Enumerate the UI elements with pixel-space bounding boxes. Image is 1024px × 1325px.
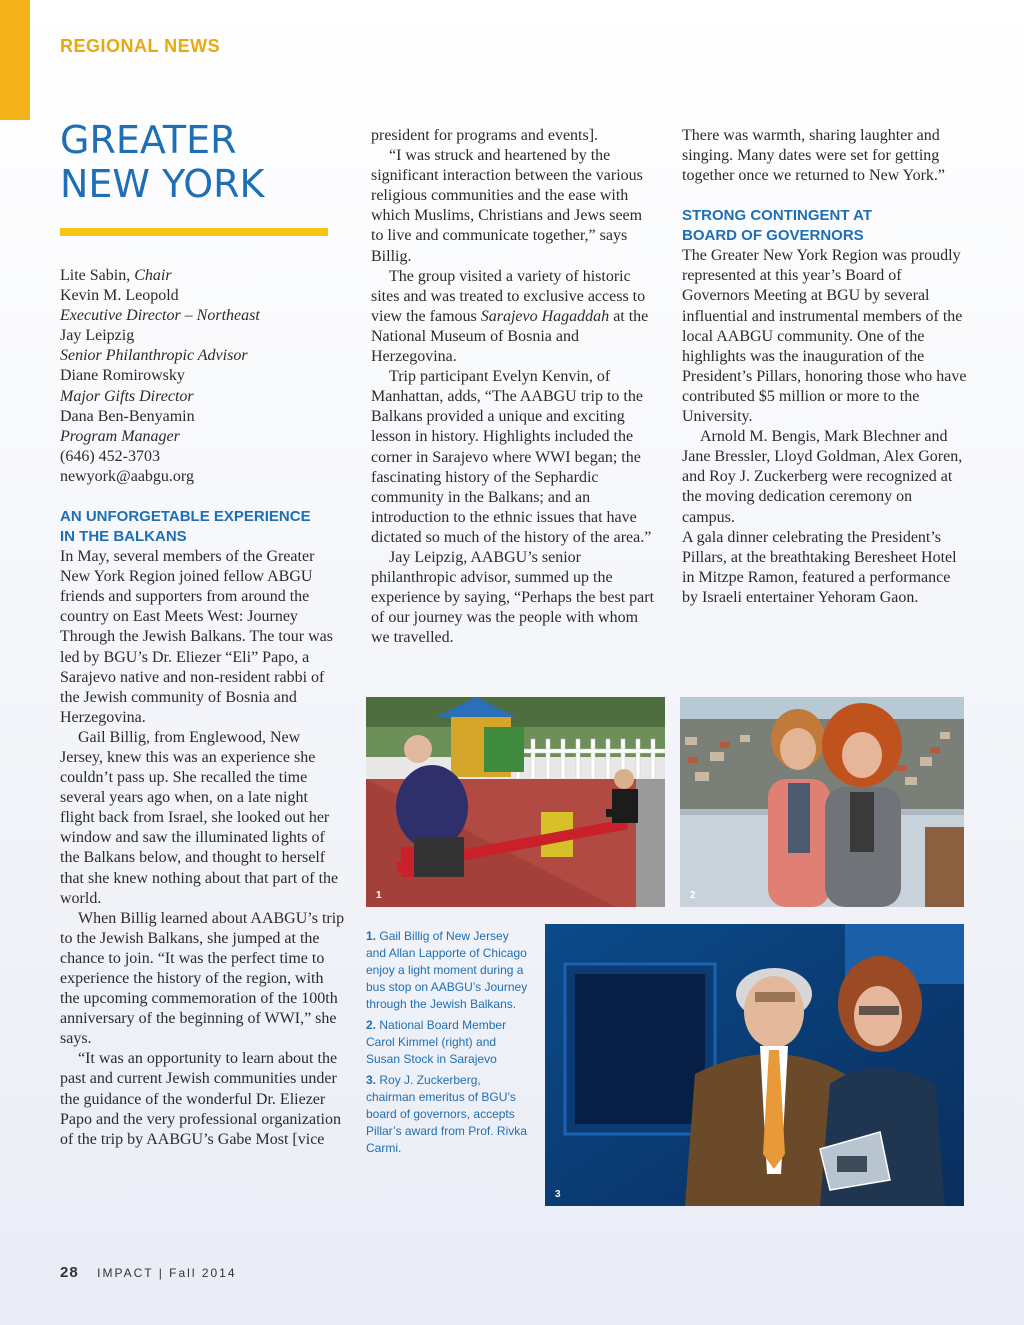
section-label: REGIONAL NEWS [60, 36, 221, 56]
article2-paragraph: The Greater New York Region was proudly represented at this year’s Board of Governors Meeting at BGU by several influential and instrumental members of the local AABGU community. One of the highlights was the inauguration of the President’s Pillars, honoring those who have contributed $5 million or more to the University. [682, 247, 967, 426]
column-3 [682, 126, 967, 608]
staff-role: Chair [134, 267, 172, 284]
article1-paragraph: Trip participant Evelyn Kenvin, of Manhattan, adds, “The AABGU trip to the Balkans provided a unique and exciting lesson in history. Highlights included the corner in Sarajevo where WWI began; the fascinating history of the Sephardic community in the Balkans; and an introduction to the ethnic issues that have dictated so much of the history of the area.” [371, 368, 652, 546]
staff-role: Major Gifts Director [60, 387, 194, 405]
staff-line: Jay Leipzig [60, 327, 135, 345]
article2-paragraph: Arnold M. Bengis, Mark Blechner and Jane Bressler, Lloyd Goldman, Alex Goren, and Roy J. Zuckerberg were recognized at the moving dedication ceremony on campus. [682, 428, 963, 526]
caption-number: 3. [366, 1073, 377, 1087]
page-title [60, 118, 340, 206]
caption-2 [366, 1017, 531, 1068]
caption-text: Roy J. Zuckerberg, chairman emeritus of BGU’s board of governors, accepts Pillar’s award from Prof. Rivka Carmi. [366, 1073, 527, 1155]
article1-heading-line1: AN UNFORGETABLE EXPERIENCE [60, 508, 311, 526]
photo-playground-seesaw [366, 697, 665, 907]
article1-paragraph: In May, several members of the Greater New York Region joined fellow ABGU friends and supporters from around the country on East Meets West: Journey Through the Jewish Balkans. The tour was led by BGU’s Dr. Eliezer “Eli” Papo, a Sarajevo native and non-resident rabbi of the Jewish community of Bosnia and Herzegovina. [60, 548, 333, 726]
article1-paragraph: Jay Leipzig, AABGU’s senior philanthropic advisor, summed up the experience by saying, “Perhaps the best part of our journey was the people with whom we travelled. [371, 548, 655, 647]
photo-3-illustration [545, 924, 964, 1206]
staff-email[interactable]: newyork@aabgu.org [60, 467, 194, 485]
article1-paragraph: When Billig learned about AABGU’s trip to the Jewish Balkans, she jumped at the chance to join. “It was the perfect time to experience the history of the region, with the upcoming commemoration of the 100th anniversary of the beginning of WWI,” she says. [60, 909, 345, 1048]
staff-phone: (646) 452-3703 [60, 447, 160, 465]
caption-text: Gail Billig of New Jersey and Allan Lapporte of Chicago enjoy a light moment during a bus stop on AABGU’s Journey through the Jewish Balkans. [366, 929, 528, 1011]
article1-paragraph: president for programs and events]. [371, 127, 599, 144]
photo-award-presentation [545, 924, 964, 1206]
article1-paragraph: “I was struck and heartened by the significant interaction between the various religious communities and the ease with which Muslims, Christians and Jews seem to live and communicate together,” says Billig. [371, 147, 643, 265]
article1-heading-line2: IN THE BALKANS [60, 528, 187, 546]
publication-name: IMPACT | Fall 2014 [97, 1266, 237, 1280]
staff-role: Program Manager [60, 427, 180, 445]
staff-line: Kevin M. Leopold [60, 287, 179, 305]
photo-number: 3 [555, 1189, 561, 1200]
article2-heading [682, 206, 967, 246]
caption-number: 1. [366, 929, 377, 943]
photo-1-illustration [366, 697, 665, 907]
page-title-line1: GREATER [60, 118, 237, 162]
photo-captions [366, 928, 531, 1161]
staff-role: Executive Director – Northeast [60, 307, 260, 325]
column-2 [371, 126, 656, 648]
article1-paragraph: Gail Billig, from Englewood, New Jersey, knew this was an experience she couldn’t pass up. She recalled the time several years ago when, on a late night flight back from Israel, she looked out her window and saw the illuminated lights of the Balkans below, and thought to herself that she knew nothing about that part of the world. [60, 728, 339, 907]
article1-text: at the National Museum of Bosnia and Herzegovina. [371, 307, 649, 366]
page-number: 28 [60, 1264, 79, 1281]
article2-heading-line1: STRONG CONTINGENT AT [682, 207, 872, 225]
staff-line: Dana Ben-Benyamin [60, 407, 195, 425]
photo-number: 2 [690, 890, 696, 901]
caption-3 [366, 1072, 531, 1157]
staff-name: Lite Sabin, [60, 267, 131, 284]
article1-emphasis: Sarajevo Hagaddah [480, 307, 610, 325]
photo-2-illustration [680, 697, 964, 907]
photo-number: 1 [376, 890, 382, 901]
article1-paragraph: “It was an opportunity to learn about the past and current Jewish communities under the guidance of the wonderful Dr. Eliezer Papo and the very professional organization of the trip by AABGU’s Gabe Most [vice [60, 1050, 341, 1148]
caption-1 [366, 928, 531, 1013]
article1-text: The group visited a variety of historic sites and was treated to exclusive access to view the famous [371, 267, 646, 325]
article1-paragraph [371, 267, 656, 367]
article1-heading [60, 507, 345, 547]
page-footer [60, 1264, 237, 1282]
caption-number: 2. [366, 1018, 377, 1032]
article2-paragraph: A gala dinner celebrating the President’s Pillars, at the breathtaking Beresheet Hotel in Mitzpe Ramon, featured a performance by Israeli entertainer Yehoram Gaon. [682, 528, 957, 606]
photo-women-sarajevo [680, 697, 964, 907]
staff-list [60, 266, 345, 487]
page-title-line2: NEW YORK [60, 162, 265, 206]
staff-role: Senior Philanthropic Advisor [60, 347, 248, 365]
article2-heading-line2: BOARD OF GOVERNORS [682, 227, 864, 245]
staff-line [60, 266, 345, 286]
article1-paragraph: There was warmth, sharing laughter and singing. Many dates were set for getting together once we returned to New York.” [682, 127, 946, 185]
accent-bar [0, 0, 30, 120]
title-rule [60, 228, 328, 236]
column-1 [60, 266, 345, 1150]
caption-text: National Board Member Carol Kimmel (right) and Susan Stock in Sarajevo [366, 1018, 507, 1066]
staff-line: Diane Romirowsky [60, 367, 185, 385]
